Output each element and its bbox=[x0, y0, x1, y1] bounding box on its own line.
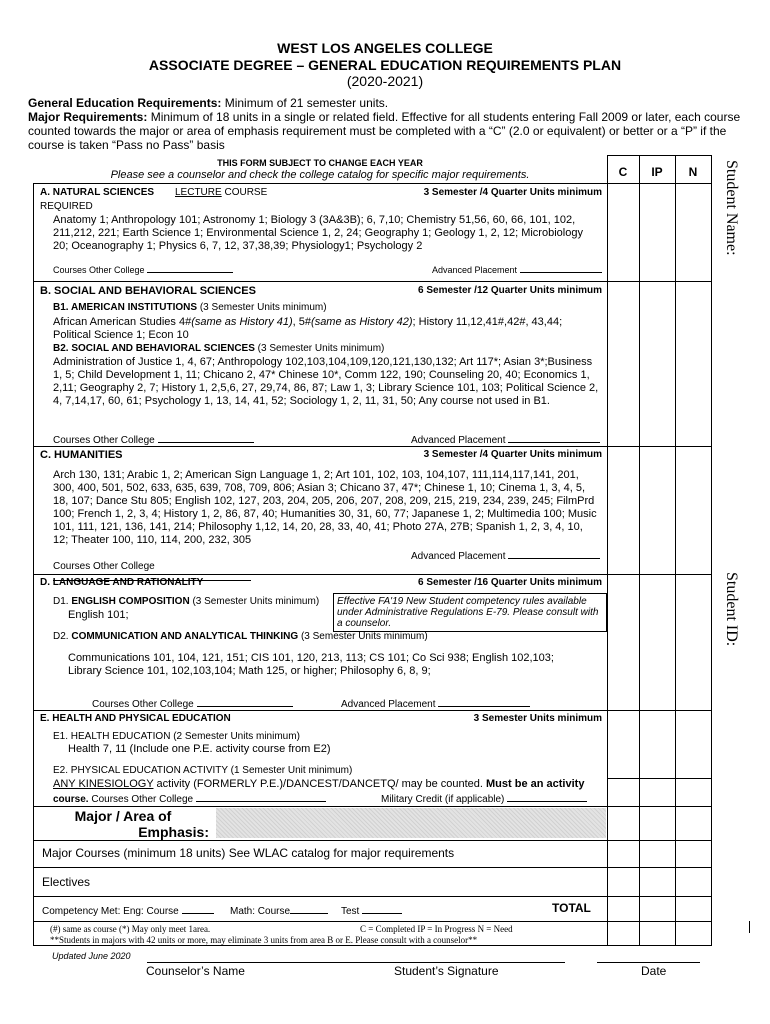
other-college-blank[interactable] bbox=[158, 432, 254, 443]
section-b-ap bbox=[411, 432, 600, 446]
date-line[interactable] bbox=[597, 962, 700, 963]
section-a-units: 3 Semester /4 Quarter Units minimum bbox=[423, 187, 602, 198]
notice-line1: THIS FORM SUBJECT TO CHANGE EACH YEAR bbox=[217, 158, 423, 168]
other-college-label: Courses Other College bbox=[88, 794, 194, 805]
section-e-units: 3 Semester Units minimum bbox=[473, 713, 602, 724]
section-b-other-college bbox=[53, 432, 254, 446]
b1-note-2: (same as History 42) bbox=[311, 316, 413, 328]
section-d1-courses: English 101; bbox=[68, 609, 129, 621]
date-label: Date bbox=[641, 964, 667, 978]
d1-units: (3 Semester Units minimum) bbox=[189, 596, 320, 607]
ge-label: General Education Requirements: bbox=[28, 96, 222, 110]
ap-label: Advanced Placement bbox=[411, 551, 506, 562]
section-e-other-college bbox=[53, 791, 326, 805]
ge-text: Minimum of 21 semester units. bbox=[221, 96, 389, 110]
d2-prefix: D2. bbox=[53, 631, 72, 642]
ap-blank[interactable] bbox=[508, 432, 600, 443]
column-n-header: N bbox=[688, 165, 698, 179]
student-signature-label: Student’s Signature bbox=[394, 964, 499, 978]
ap-blank[interactable] bbox=[520, 262, 602, 273]
d2-title: COMMUNICATION AND ANALYTICAL THINKING bbox=[71, 631, 299, 642]
section-b-title: B. SOCIAL AND BEHAVIORAL SCIENCES bbox=[40, 285, 256, 297]
signature-line[interactable] bbox=[147, 962, 565, 963]
section-e-military bbox=[381, 791, 587, 805]
section-d2-heading bbox=[53, 631, 428, 642]
test-label: Test bbox=[341, 906, 360, 917]
e2-course: course. bbox=[53, 794, 89, 805]
counselor-name-label: Counselor’s Name bbox=[146, 964, 245, 978]
section-a-course-type bbox=[175, 187, 267, 198]
section-d1-heading bbox=[53, 596, 319, 607]
section-a-ap bbox=[432, 262, 602, 275]
major-entry-field[interactable] bbox=[216, 808, 606, 838]
section-e2-text bbox=[53, 778, 584, 790]
legend-line-1a: (#) same as course (*) May only meet 1area. bbox=[50, 924, 211, 934]
competency-label: Competency Met: Eng: Course bbox=[42, 906, 179, 917]
d1-title: ENGLISH COMPOSITION bbox=[71, 596, 190, 607]
college-name: WEST LOS ANGELES COLLEGE bbox=[277, 40, 493, 56]
math-label: Math: Course bbox=[230, 906, 291, 917]
notice-line2: Please see a counselor and check the college catalog for specific major requirements. bbox=[110, 169, 530, 181]
ap-label: Advanced Placement bbox=[411, 435, 506, 446]
ap-label: Advanced Placement bbox=[341, 699, 436, 710]
column-c-header: C bbox=[618, 165, 628, 179]
e2-any-kinesiology: ANY KINESIOLOGY bbox=[53, 778, 154, 790]
section-b-units: 6 Semester /12 Quarter Units minimum bbox=[418, 285, 602, 296]
b2-units: (3 Semester Units minimum) bbox=[254, 343, 385, 354]
major-req-text: Minimum of 18 units in a single or related field. Effective for all students entering Fall 2009 or later, each course counted towards the major or area of emphasis requirement must be completed with a “C” (2.0 or equivalent) or better or a “P” if the course is taken “Pass no Pass” basis bbox=[28, 110, 741, 152]
major-label-2: Emphasis: bbox=[138, 824, 209, 840]
other-college-label: Courses Other College bbox=[92, 699, 194, 710]
section-c-ap bbox=[411, 548, 600, 562]
d1-prefix: D1. bbox=[53, 596, 72, 607]
section-e1-heading: E1. HEALTH EDUCATION (2 Semester Units minimum) bbox=[53, 731, 300, 742]
b1-units: (3 Semester Units minimum) bbox=[197, 302, 327, 313]
other-college-blank[interactable] bbox=[196, 791, 326, 802]
ap-label: Advanced Placement bbox=[432, 265, 518, 275]
other-college-label: Courses Other College bbox=[53, 561, 155, 572]
e2-text: activity (FORMERLY P.E.)/DANCEST/DANCETQ/ may be counted. bbox=[153, 778, 487, 790]
legend-line-2: **Students in majors with 42 units or more, may eliminate 3 units from area B or E. Please consult with a counselor** bbox=[50, 935, 478, 945]
b1-text-2: , 5# bbox=[292, 316, 312, 328]
other-college-label: Courses Other College bbox=[53, 265, 145, 275]
b1-text-1: African American Studies 4# bbox=[53, 316, 192, 328]
competency-note-box: Effective FA'19 New Student competency rules available under Administrative Regulations E-79. Please consult with a counselor. bbox=[333, 593, 607, 632]
total-label: TOTAL bbox=[552, 901, 591, 915]
section-e-title: E. HEALTH AND PHYSICAL EDUCATION bbox=[40, 713, 231, 724]
e2-must: Must be an activity bbox=[486, 778, 585, 790]
other-college-label: Courses Other College bbox=[53, 435, 155, 446]
section-c-title: C. HUMANITIES bbox=[40, 449, 123, 461]
section-a-title: A. NATURAL SCIENCES bbox=[40, 187, 155, 198]
eng-course-blank[interactable] bbox=[182, 903, 214, 914]
competency-math bbox=[230, 903, 328, 917]
major-req-label: Major Requirements: bbox=[28, 110, 148, 124]
section-d-ap bbox=[341, 696, 530, 710]
section-a-other-college bbox=[53, 262, 233, 275]
military-credit-label: Military Credit (if applicable) bbox=[381, 794, 505, 805]
section-b1-heading bbox=[53, 302, 327, 313]
section-a-required: REQUIRED bbox=[40, 201, 93, 212]
section-e1-courses: Health 7, 11 (Include one P.E. activity course from E2) bbox=[68, 743, 331, 755]
section-d-units: 6 Semester /16 Quarter Units minimum bbox=[418, 577, 602, 588]
b2-title: B2. SOCIAL AND BEHAVIORAL SCIENCES bbox=[53, 343, 255, 354]
section-b2-heading bbox=[53, 343, 384, 354]
intro-text bbox=[28, 96, 758, 152]
major-label-1: Major / Area of bbox=[74, 808, 172, 824]
student-id-label: Student ID: bbox=[723, 572, 740, 647]
ap-blank[interactable] bbox=[438, 696, 530, 707]
electives-label: Electives bbox=[42, 875, 91, 889]
section-d2-courses: Communications 101, 104, 121, 151; CIS 101, 120, 213, 113; CS 101; Co Sci 938; English 102,103; Library Science 101, 102,103,104; Math 125, or higher; Philosophy 6, 8, 9; bbox=[68, 652, 554, 677]
major-courses-label: Major Courses (minimum 18 units) See WLAC catalog for major requirements bbox=[42, 846, 455, 860]
competency-test bbox=[341, 903, 402, 917]
column-ip-header: IP bbox=[651, 165, 663, 179]
section-d-title: D. LANGUAGE AND RATIONALITY bbox=[40, 577, 204, 588]
section-e2-heading: E2. PHYSICAL EDUCATION ACTIVITY (1 Semester Unit minimum) bbox=[53, 765, 353, 776]
section-d-other-college bbox=[92, 696, 293, 710]
ap-blank[interactable] bbox=[508, 548, 600, 559]
b1-text-3: ; History 11,12,41#,42#, 43,44; Political Science 1; Econ 10 bbox=[53, 316, 563, 341]
other-college-blank[interactable] bbox=[197, 696, 293, 707]
section-a-courses: Anatomy 1; Anthropology 101; Astronomy 1; Biology 3 (3A&3B); 6, 7,10; Chemistry 51,56, 60, 66, 101, 102, 211,212, 221; Earth Science 1; Environmental Science 1, 2, 24; Geography 1; Geology 1, 2, 12; Microbiology 20; Oceanography 1; Physics 6, 7, 12, 37,38,39; Physiology1; Psychology 2 bbox=[53, 214, 583, 252]
legend-line-1b: C = Completed IP = In Progress N = Need bbox=[360, 924, 513, 934]
math-course-blank[interactable] bbox=[290, 903, 328, 914]
test-blank[interactable] bbox=[362, 903, 402, 914]
lecture-label: LECTURE bbox=[175, 187, 222, 198]
course-label: COURSE bbox=[221, 187, 268, 198]
military-credit-blank[interactable] bbox=[507, 791, 587, 802]
section-b1-courses bbox=[53, 316, 601, 342]
form-title: ASSOCIATE DEGREE – GENERAL EDUCATION REQUIREMENTS PLAN bbox=[148, 57, 622, 73]
section-c-units: 3 Semester /4 Quarter Units minimum bbox=[423, 449, 602, 460]
section-c-courses: Arch 130, 131; Arabic 1, 2; American Sign Language 1, 2; Art 101, 102, 103, 104,107, 111,114,117,141, 201, 300, 400, 501, 502, 633, 635, 639, 708, 709, 806; Asian 3; Chicano 37, 47*; Chinese 1, 10; Cinema 1, 3, 4, 5, 18, 107; Dance Stu 805; English 102, 127, 203, 204, 205, 206, 207, 208, 209, 215, 219, 234, 239, 245; FilmPrd 100; French 1, 2, 3, 4; History 1, 2, 86, 87, 40; Humanities 30, 31, 60, 77; Japanese 1, 2; Multimedia 100; Music 101, 111, 121, 136, 141, 214; Philosophy 1,12, 14, 20, 28, 33, 40, 41; Photo 27A, 27B; Spanish 1, 2, 3, 4, 10, 12; Theater 100, 110, 114, 200, 232, 305 bbox=[53, 469, 597, 546]
form-year: (2020-2021) bbox=[346, 73, 424, 89]
student-name-label: Student Name: bbox=[723, 160, 740, 256]
d2-units: (3 Semester Units minimum) bbox=[298, 631, 428, 642]
section-b2-courses: Administration of Justice 1, 4, 67; Anthropology 102,103,104,109,120,121,130,132; Art 117*; Asian 3*;Business 1, 5; Child Development 1, 11; Chicano 2, 47* Chinese 10*, Comm 122, 190; Counseling 20, 40; Economics 1, 2,11; Geography 2, 7; History 1, 2,5,6, 27, 29,74, 86, 87; Law 1, 3; Library Science 101, 103; Political Science 2, 4, 7,14,17, 60, 61; Psychology 1, 13, 14, 41, 52; Sociology 1, 2, 11, 31, 50; Any course not used in B1. bbox=[53, 356, 599, 407]
b1-note-1: (same as History 41) bbox=[191, 316, 293, 328]
b1-title: B1. AMERICAN INSTITUTIONS bbox=[53, 302, 198, 313]
competency-eng bbox=[42, 903, 214, 917]
updated-label: Updated June 2020 bbox=[52, 951, 131, 961]
other-college-blank[interactable] bbox=[147, 262, 233, 273]
